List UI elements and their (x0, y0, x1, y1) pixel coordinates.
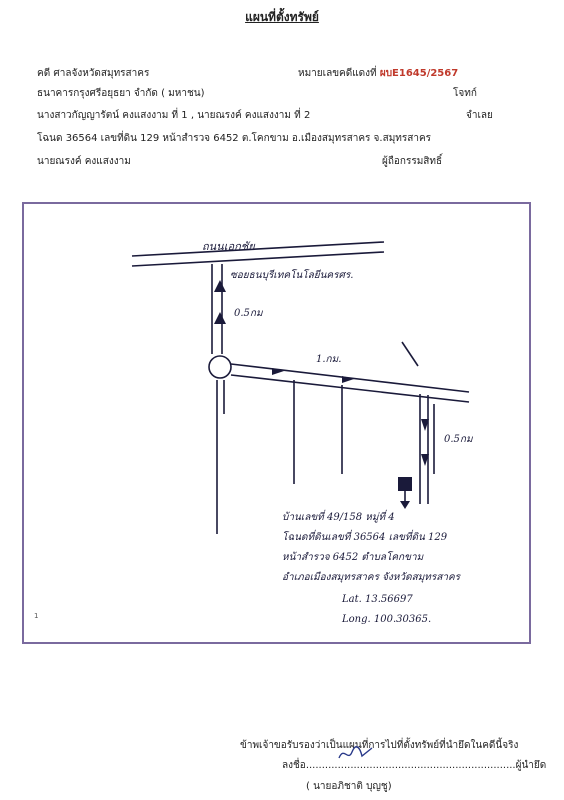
property-marker-arrowhead (400, 501, 410, 509)
property-line-4: อำเภอเมืองสมุทรสาคร จังหวัดสมุทรสาคร (282, 572, 461, 583)
plaintiff-name: ธนาคารกรุงศรีอยุธยา จำกัด ( มหาชน) (37, 88, 205, 99)
roundabout-circle (209, 356, 231, 378)
document-title: แผนที่ตั้งทรัพย์ (245, 10, 319, 24)
property-lat: Lat. 13.56697 (342, 594, 413, 605)
property-long: Long. 100.30365. (342, 614, 432, 625)
label-road-main: ถนนเอกชัย (202, 240, 255, 253)
pointer-line (402, 342, 418, 366)
arrow-up-1 (214, 312, 226, 324)
label-distance-1: 0.5กม (234, 308, 263, 319)
plaintiff-role: โจทก์ (453, 88, 477, 99)
case-number-value: ผบE1645/2567 (379, 68, 459, 79)
case-number-label (298, 66, 458, 81)
property-line-3: หน้าสำรวจ 6452 ตำบลโคกขาม (282, 552, 424, 563)
arrow-up-2 (214, 280, 226, 292)
handwritten-signature (336, 742, 376, 764)
case-number-caption: หมายเลขคดีแดงที่ (298, 68, 377, 79)
sign-dots: .................................................................. (305, 760, 516, 771)
property-marker (398, 477, 412, 491)
sign-label: ลงชื่อ (282, 760, 306, 771)
map-sketch-frame (22, 202, 531, 644)
label-soi: ซอยธนบุรีเทคโนโลยีนครศร. (230, 270, 354, 281)
owner-name: นายณรงค์ คงแสงงาม (37, 156, 131, 167)
signer-name: ( นายอภิชาติ บุญชู) (306, 781, 392, 792)
label-distance-2: 1.กม. (316, 354, 342, 365)
defendants-names: นางสาวกัญญารัตน์ คงแสงงาม ที่ 1 , นายณรงค์ คงแสงงาม ที่ 2 (37, 110, 311, 121)
defendant-role: จำเลย (466, 110, 493, 121)
owner-role: ผู้ถือกรรมสิทธิ์ (382, 156, 443, 167)
map-sketch (24, 204, 529, 642)
property-line-1: บ้านเลขที่ 49/158 หมู่ที่ 4 (282, 512, 395, 523)
signature-line (282, 758, 546, 773)
deed-details: โฉนด 36564 เลขที่ดิน 129 หน้าสำรวจ 6452 ต.โคกขาม อ.เมืองสมุทรสาคร จ.สมุทรสาคร (37, 133, 432, 144)
property-line-2: โฉนดที่ดินเลขที่ 36564 เลขที่ดิน 129 (282, 532, 448, 543)
corner-mark: 1 (34, 612, 39, 620)
certification-statement: ข้าพเจ้าขอรับรองว่าเป็นแผนที่การไปที่ตั้งทรัพย์ที่นำยึดในคดีนี้จริง (240, 740, 519, 751)
label-distance-3: 0.5กม (444, 434, 473, 445)
court-label: คดี ศาลจังหวัดสมุทรสาคร (37, 68, 150, 79)
seizer-role: ผู้นำยึด (515, 760, 547, 771)
